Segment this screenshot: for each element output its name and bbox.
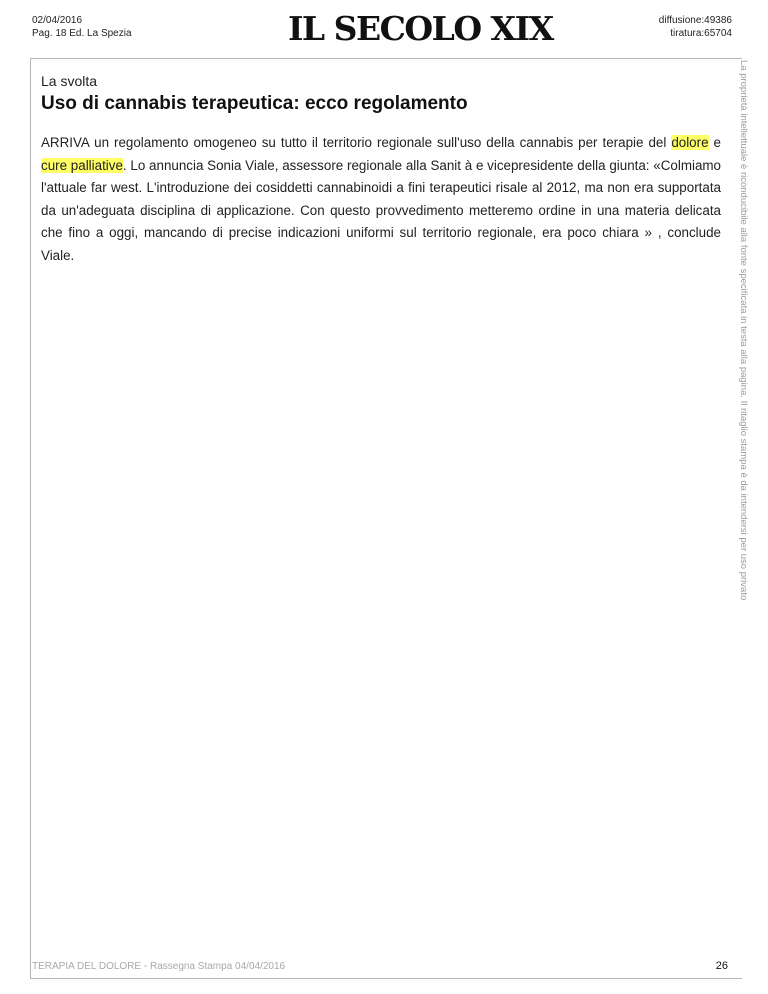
copyright-side-note: La proprietà intellettuale è riconducibile alla fonte specificata in testa alla pagina. Il ritaglio stampa è da intendersi per uso privato	[738, 60, 749, 601]
body-text-segment: . Lo annuncia Sonia Viale, assessore regionale alla Sanit à e vicepresidente della giunta: «Colmiamo l'attuale far west. L'introduzione dei cosiddetti cannabinoidi a fini terapeutici risale al 2012, ma non era supportata da un'adeguata disciplina di applicazione. Con questo provvedimento metteremo ordine in una materia delicata che fino a oggi, mancando di precise indicazioni uniformi sul territorio regionale, era poco chiara » , conclude Viale.	[41, 157, 722, 263]
article-kicker: La svolta	[41, 73, 98, 89]
footer-source: TERAPIA DEL DOLORE - Rassegna Stampa 04/04/2016	[32, 961, 286, 972]
issue-date: 02/04/2016	[32, 15, 83, 26]
circulation-tiratura: tiratura:65704	[670, 28, 732, 39]
highlighted-keyword-dolore: dolore	[671, 135, 709, 150]
header-left-meta	[32, 14, 132, 40]
article-body	[41, 132, 721, 267]
header-right-meta	[659, 14, 732, 40]
circulation-diffusione: diffusione:49386	[658, 15, 732, 26]
page-edition-info: Pag. 18 Ed. La Spezia	[32, 28, 132, 39]
body-text-segment: ARRIVA un regolamento omogeneo su tutto il territorio regionale sull'uso della cannabis per terapie del	[41, 135, 672, 150]
highlighted-keyword-cure-palliative: cure palliative	[41, 157, 123, 173]
page-number: 26	[715, 960, 728, 972]
newspaper-masthead: IL SECOLO XIX	[288, 9, 553, 48]
article-headline: Uso di cannabis terapeutica: ecco regolamento	[41, 93, 468, 114]
body-text-segment: e	[708, 135, 721, 150]
